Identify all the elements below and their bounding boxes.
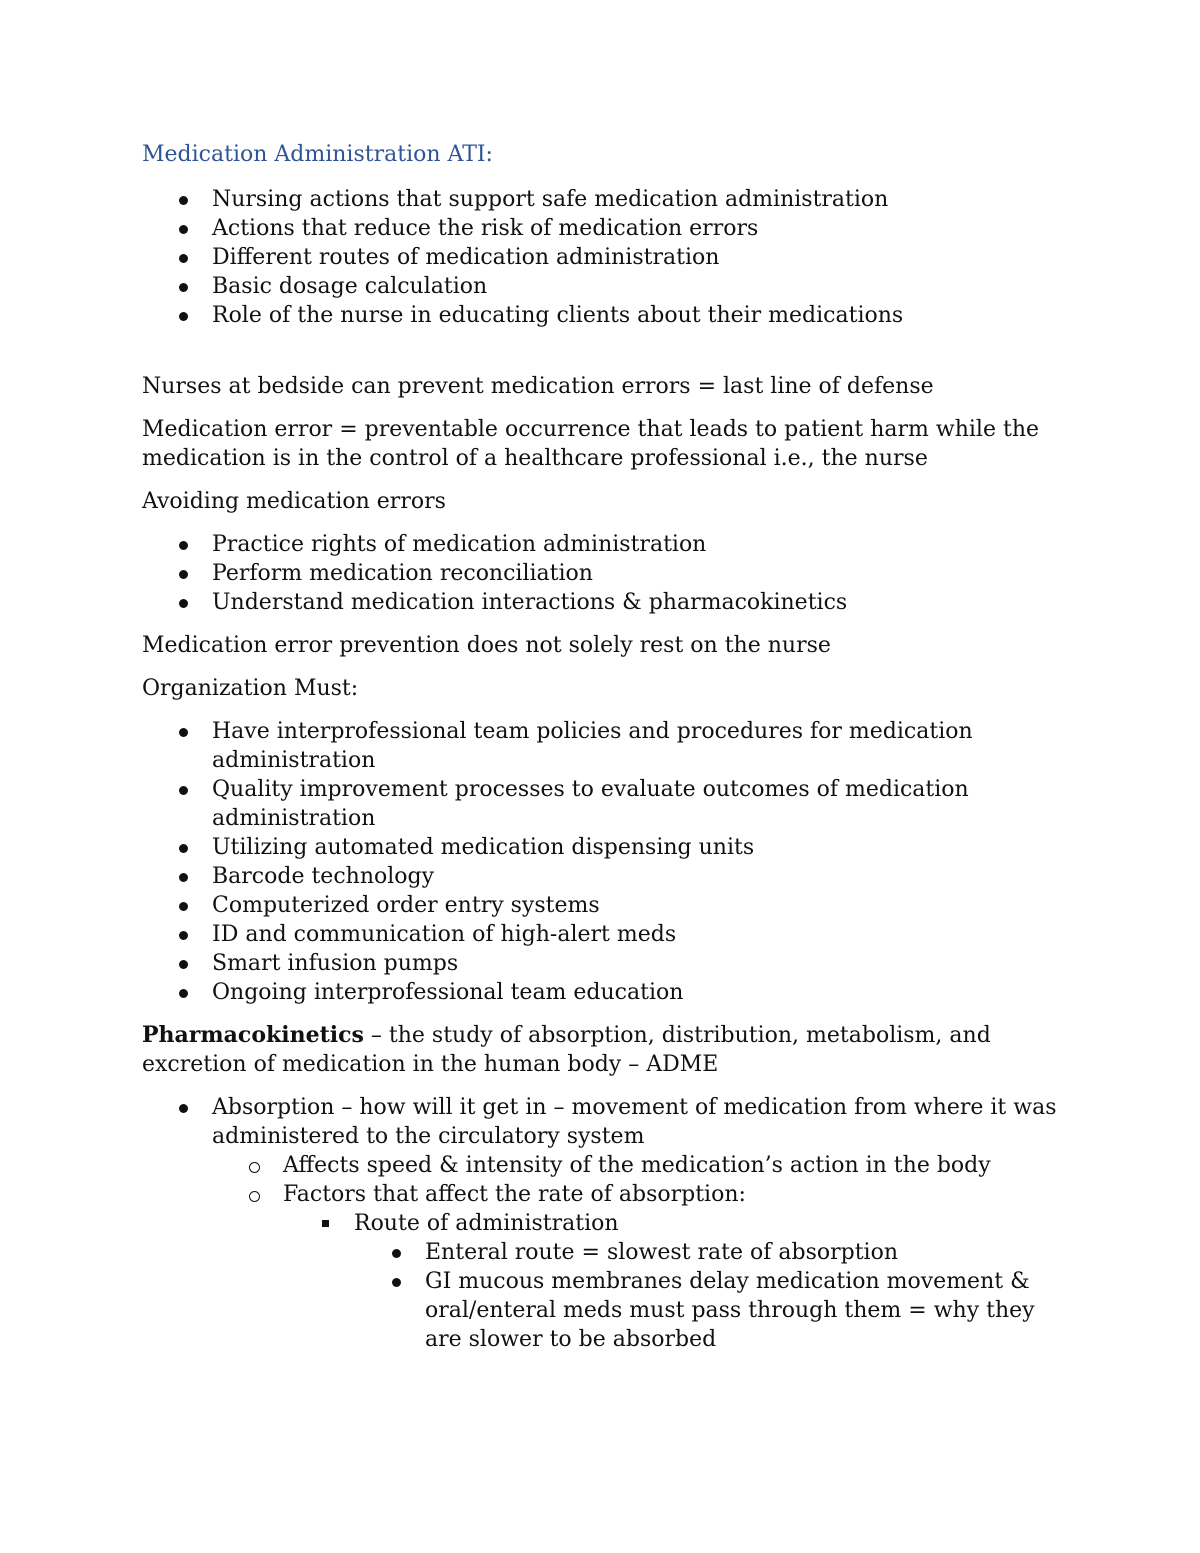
list-item: Have interprofessional team policies and procedures for medication administration	[212, 719, 973, 773]
pharmacokinetics-term: Pharmacokinetics	[142, 1022, 364, 1048]
list-item: Barcode technology	[212, 864, 435, 889]
list-item: Nursing actions that support safe medication administration	[212, 187, 889, 212]
organization-list	[142, 717, 1062, 1007]
list-item: Affects speed & intensity of the medication’s action in the body	[283, 1153, 991, 1178]
list-item: Computerized order entry systems	[212, 893, 600, 918]
list-item: Understand medication interactions & pharmacokinetics	[212, 590, 848, 615]
document-title: Medication Administration ATI:	[142, 142, 493, 167]
spacer	[142, 344, 1062, 372]
list-item: Quality improvement processes to evaluate outcomes of medication administration	[212, 777, 969, 831]
prevention-paragraph: Medication error prevention does not solely rest on the nurse	[142, 633, 831, 658]
avoiding-heading: Avoiding medication errors	[142, 489, 446, 514]
route-sublist	[355, 1238, 1062, 1354]
absorption-sublist	[213, 1151, 1062, 1209]
bedside-paragraph: Nurses at bedside can prevent medication errors = last line of defense	[142, 374, 934, 399]
adme-list	[142, 1093, 1062, 1151]
list-item: Factors that affect the rate of absorption:	[283, 1182, 746, 1207]
factors-sublist	[284, 1209, 1062, 1238]
list-item: Utilizing automated medication dispensing units	[212, 835, 755, 860]
list-item: ID and communication of high-alert meds	[212, 922, 677, 947]
list-item: Route of administration	[354, 1211, 619, 1236]
list-item: Basic dosage calculation	[212, 274, 488, 299]
pharmacokinetics-definition: – the study of absorption, distribution, metabolism, and excretion of medication in the human body – ADME	[142, 1023, 991, 1077]
avoiding-list	[142, 530, 1062, 617]
organization-heading: Organization Must:	[142, 676, 359, 701]
list-item: Role of the nurse in educating clients about their medications	[212, 303, 904, 328]
list-item-absorption: Absorption – how will it get in – movement of medication from where it was administered to the circulatory system	[212, 1095, 1057, 1149]
list-item: Practice rights of medication administration	[212, 532, 707, 557]
list-item: Different routes of medication administration	[212, 245, 720, 270]
pharmacokinetics-paragraph	[142, 1021, 1062, 1079]
list-item: Enteral route = slowest rate of absorption	[425, 1240, 898, 1265]
list-item: Ongoing interprofessional team education	[212, 980, 684, 1005]
list-item: GI mucous membranes delay medication movement & oral/enteral meds must pass through them = why they are slower to be absorbed	[425, 1269, 1035, 1352]
list-item: Actions that reduce the risk of medication errors	[212, 216, 759, 241]
document-page	[142, 140, 1062, 1368]
error-definition-paragraph: Medication error = preventable occurrence that leads to patient harm while the medication is in the control of a healthcare professional i.e., the nurse	[142, 417, 1040, 471]
list-item: Smart infusion pumps	[212, 951, 459, 976]
list-item: Perform medication reconciliation	[212, 561, 593, 586]
overview-list	[142, 185, 1062, 330]
